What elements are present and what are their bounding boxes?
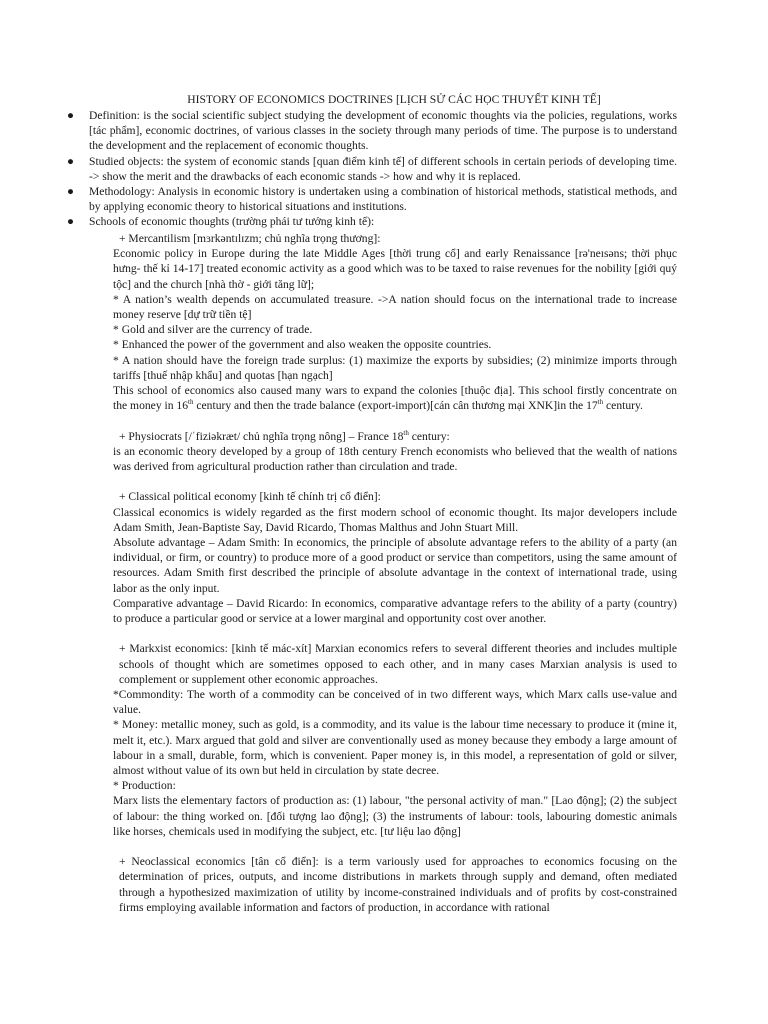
classical-heading: + Classical political economy [kinh tế chính trị cổ điển]: [119, 490, 381, 504]
mercantilism-point: * A nation should have the foreign trade surplus: (1) maximize the exports by subsidies; (2) minimize imports through tariffs [thuế nhập khẩu] and quotas [hạn ngạch] [113, 353, 677, 382]
document-title: HISTORY OF ECONOMICS DOCTRINES [LỊCH SỬ CÁC HỌC THUYẾT KINH TẾ] [187, 93, 601, 106]
spacer [113, 413, 677, 428]
text-run: century: [408, 429, 450, 443]
bullet-text: Schools of economic thoughts (trường phái tư tưởng kinh tế): [89, 215, 375, 229]
marxist-heading-paragraph: + Markxist economics: [kinh tế mác-xít] Marxian economics refers to several different theories and includes multiple schools of thought which are sometimes opposed to each other, and in many cases Marxian analysis is used to complement or supplement other economic approaches. [119, 642, 677, 686]
superscript: th [403, 428, 409, 437]
mercantilism-heading: + Mercantilism [mɜrkəntɪlɪzm; chủ nghĩa trọng thương]: [119, 232, 381, 245]
bullet-schools [67, 214, 677, 229]
superscript: th [188, 398, 194, 407]
bullet-dot: ● [67, 215, 75, 229]
bullet-definition [67, 108, 677, 154]
bullet-dot: ● [67, 185, 75, 199]
classical-paragraph: Classical economics is widely regarded as the first modern school of economic thought. Its major developers include Adam Smith, Jean-Baptiste Say, David Ricardo, Thomas Malthus and John Stuart Mill. [113, 505, 677, 534]
mercantilism-point: * A nation’s wealth depends on accumulated treasure. ->A nation should focus on the international trade to increase money reserve [dự trữ tiền tệ] [113, 292, 677, 322]
mercantilism-conclusion [113, 383, 677, 413]
marxist-commodity-paragraph: *Commondity: The worth of a commodity can be conceived of in two different ways, which Marx calls use-value and value. [113, 688, 677, 717]
neoclassical-paragraph: + Neoclassical economics [tân cổ điển]: is a term variously used for approaches to economics focusing on the determination of prices, outputs, and income distributions in markets through supply and demand, often mediated through a hypothesized maximization of utility by income-constrained individuals and of profits by cost-constrained firms employing available information and factors of production, in accordance with rational [119, 855, 677, 914]
schools-section [113, 231, 677, 915]
bullet-dot: ● [67, 154, 75, 168]
bullet-studied-objects [67, 154, 677, 184]
bullet-dot: ● [67, 109, 75, 122]
spacer [113, 626, 677, 641]
text-run: century and then the trade balance (export-import)[cán cân thương mại XNK]in the 17 [193, 399, 598, 413]
text-run: century. [603, 399, 643, 413]
marxist-production-heading: * Production: [113, 779, 176, 793]
marxist-production-paragraph: Marx lists the elementary factors of production as: (1) labour, "the personal activity of man." [Lao động]; (2) the subject of labour: the thing worked on. [đối tượng lao động]; (3) the instruments of labour: tools, labouring domestic animals like horses, chemicals used in modifying the subject, etc. [tư liệu lao động] [113, 794, 677, 838]
physiocrats-paragraph: is an economic theory developed by a group of 18th century French economists who believed that the wealth of nations was derived from agricultural production rather than circulation and trade. [113, 444, 677, 474]
bullet-list [67, 108, 677, 230]
spacer [113, 474, 677, 489]
absolute-advantage-paragraph: Absolute advantage – Adam Smith: In economics, the principle of absolute advantage refers to the ability of a party (an individual, or firm, or country) to produce more of a good product or service than competitors, using the same amount of resources. Adam Smith first described the principle of absolute advantage in the context of international trade, using labor as the only input. [113, 536, 677, 595]
bullet-text: Studied objects: the system of economic stands [quan điểm kinh tế] of different schools in certain periods of developing time. -> show the merit and the drawbacks of each economic stands -> how and why it is replaced. [89, 154, 677, 183]
mercantilism-point: * Gold and silver are the currency of trade. [113, 323, 313, 337]
mercantilism-point: * Enhanced the power of the government and also weaken the opposite countries. [113, 338, 492, 352]
text-run: This school of economics also caused many wars to expand the colonies [thuộc địa]. This school firstly concentrate on the money in 16 [113, 384, 677, 413]
mercantilism-paragraph: Economic policy in Europe during the late Middle Ages [thời trung cổ] and early Renaissance [rə'neɪsəns; thời phục hưng- thế kỉ 14-17] treated economic activity as a good which was to be taxed to raise revenues for the nobility [giới quý tộc] and the church [nhà thờ - giới tăng lữ]; [113, 247, 677, 291]
comparative-advantage-paragraph: Comparative advantage – David Ricardo: In economics, comparative advantage refers to the ability of a party (country) to produce a particular good or service at a lower marginal and opportunity cost over another. [113, 596, 677, 626]
superscript: th [597, 398, 604, 407]
bullet-text: Definition: is the social scientific subject studying the development of economic thoughts via the policies, regulations, works [tác phẩm], economic doctrines, of various classes in the society through many periods of time. The purpose is to understand the development and the replacement of economic thoughts. [89, 109, 677, 153]
bullet-methodology [67, 184, 677, 214]
physiocrats-heading [113, 429, 677, 444]
spacer [113, 839, 677, 854]
text-run: + Physiocrats [/ˈfiziəkræt/ chủ nghĩa trọng nông] – France 18 [119, 429, 404, 443]
bullet-text: Methodology: Analysis in economic history is undertaken using a combination of historical methods, statistical methods, and by applying economic theory to historical situations and institutions. [89, 185, 677, 214]
marxist-money-paragraph: * Money: metallic money, such as gold, is a commodity, and its value is the labour time necessary to produce it (mine it, melt it, etc.). Marx argued that gold and silver are conventionally used as money because they embody a large amount of labour in a small, durable, form, which is convenient. Paper money is, in this model, a representation of gold or silver, almost without value of its own but held in circulation by state decree. [113, 718, 677, 778]
